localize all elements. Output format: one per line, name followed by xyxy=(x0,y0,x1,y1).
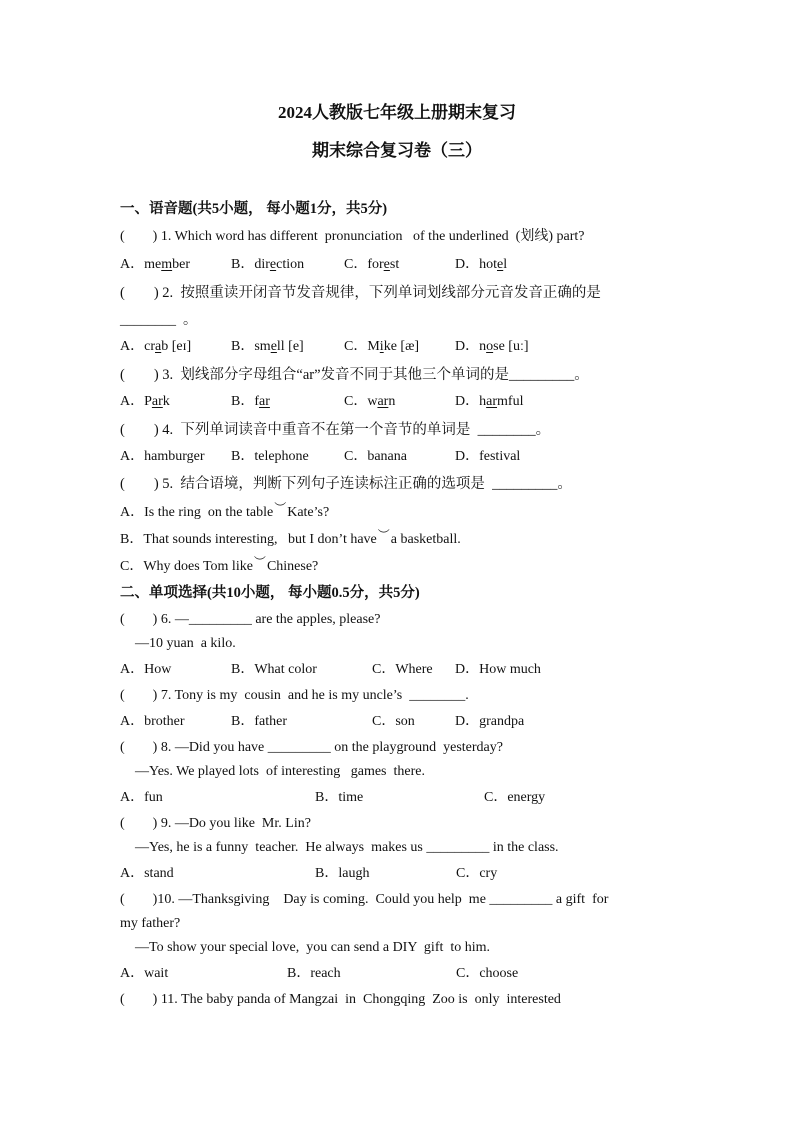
q1-stem: ( ) 1. Which word has different pronunciation of the underlined (划线) part? xyxy=(120,229,585,244)
q5-option-a: A．Is the ring on the table︶Kate’s? xyxy=(120,501,330,520)
q6-option-b: B．What color xyxy=(231,662,317,677)
q8-reply: —Yes. We played lots of interesting games there. xyxy=(135,764,425,779)
section1-heading: 一、语音题(共5小题， 每小题1分，共5分) xyxy=(120,201,388,217)
q3-option-d: D．harmful xyxy=(455,394,524,409)
q3-stem: ( ) 3. 划线部分字母组合“ar”发音不同于其他三个单词的是_________。 xyxy=(120,367,589,383)
document-title: 2024人教版七年级上册期末复习 xyxy=(278,103,516,122)
q4-option-b: B．telephone xyxy=(231,449,309,464)
q10-option-b: B．reach xyxy=(287,966,341,981)
q6-option-d: D．How much xyxy=(455,662,541,677)
q10-stem-continued: my father? xyxy=(120,916,181,931)
q2-stem: ( ) 2. 按照重读开闭音节发音规律，下列单词划线部分元音发音正确的是 xyxy=(120,285,601,301)
q11-stem: ( ) 11. The baby panda of Mangzai in Chongqing Zoo is only interested xyxy=(120,992,561,1007)
q6-option-c: C．Where xyxy=(372,662,433,677)
q7-option-a: A．brother xyxy=(120,714,185,729)
q9-option-b: B．laugh xyxy=(315,866,370,881)
q6-option-a: A．How xyxy=(120,662,172,677)
q4-option-c: C．banana xyxy=(344,449,407,464)
q1-option-b: B．direction xyxy=(231,257,305,272)
q9-stem: ( ) 9. —Do you like Mr. Lin? xyxy=(120,816,311,831)
q4-stem: ( ) 4. 下列单词读音中重音不在第一个音节的单词是 ________。 xyxy=(120,422,551,438)
q5-option-c: C．Why does Tom like︶Chinese? xyxy=(120,555,319,574)
section2-heading: 二、单项选择(共10小题， 每小题0.5分，共5分) xyxy=(120,585,420,601)
q2-option-c: C．Mike [æ] xyxy=(344,339,420,354)
q7-option-b: B．father xyxy=(231,714,287,729)
document-subtitle: 期末综合复习卷（三） xyxy=(312,141,482,160)
q7-option-c: C．son xyxy=(372,714,415,729)
q8-option-b: B．time xyxy=(315,790,364,805)
q9-reply: —Yes, he is a funny teacher. He always makes us _________ in the class. xyxy=(135,840,559,855)
q4-option-a: A．hamburger xyxy=(120,449,205,464)
liaison-mark: ︶ xyxy=(274,501,287,515)
q3-option-c: C．warn xyxy=(344,394,396,409)
q2-option-d: D．nose [uː] xyxy=(455,339,529,354)
q5-stem: ( ) 5. 结合语境，判断下列句子连读标注正确的选项是 _________。 xyxy=(120,476,572,492)
q10-option-c: C．choose xyxy=(456,966,519,981)
q1-option-c: C．forest xyxy=(344,257,400,272)
q9-option-c: C．cry xyxy=(456,866,498,881)
liaison-mark: ︶ xyxy=(377,528,390,542)
liaison-mark: ︶ xyxy=(253,555,266,569)
q9-option-a: A．stand xyxy=(120,866,174,881)
q3-option-a: A．Park xyxy=(120,394,170,409)
q6-stem: ( ) 6. —_________ are the apples, please? xyxy=(120,612,381,627)
q10-option-a: A．wait xyxy=(120,966,169,981)
q8-option-c: C．energy xyxy=(484,790,546,805)
q5-option-b: B．That sounds interesting, but I don’t have︶a basketball. xyxy=(120,528,461,547)
q10-reply: —To show your special love, you can send a DIY gift to him. xyxy=(135,940,491,955)
q10-stem: ( )10. —Thanksgiving Day is coming. Could you help me _________ a gift for xyxy=(120,892,609,907)
q2-option-b: B．smell [e] xyxy=(231,339,304,354)
q6-reply: —10 yuan a kilo. xyxy=(135,636,236,651)
q2-blank: ________ 。 xyxy=(120,313,197,328)
q1-option-a: A．member xyxy=(120,257,190,272)
q3-option-b: B．far xyxy=(231,394,270,409)
q1-option-d: D．hotel xyxy=(455,257,508,272)
q8-option-a: A．fun xyxy=(120,790,163,805)
q7-stem: ( ) 7. Tony is my cousin and he is my uncle’s ________. xyxy=(120,688,469,703)
q7-option-d: D．grandpa xyxy=(455,714,525,729)
q2-option-a: A．crab [eɪ] xyxy=(120,339,192,354)
q4-option-d: D．festival xyxy=(455,449,521,464)
q8-stem: ( ) 8. —Did you have _________ on the playground yesterday? xyxy=(120,740,503,755)
